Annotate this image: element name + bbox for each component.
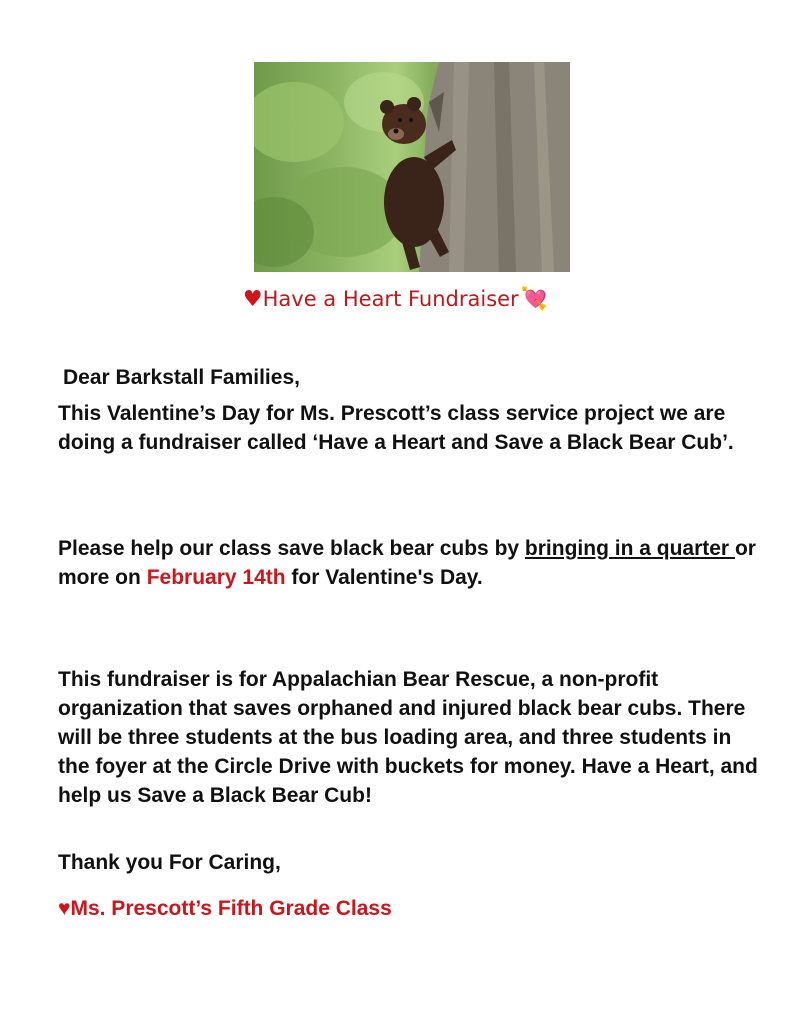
request-text-c: for Valentine's Day. [285,566,483,589]
greeting: Dear Barkstall Families, [63,366,300,389]
fundraiser-title-text: Have a Heart Fundraiser [262,287,519,311]
request-text-b: or more on [58,537,756,589]
heart-arrow-icon: 💘 [520,287,549,312]
quarter-underlined-text: bringing in a quarter [524,537,735,560]
bear-cub-photo [254,62,570,272]
date-highlight: February 14th [146,566,286,589]
closing-thanks: Thank you For Caring, [58,851,281,874]
signature-text: Ms. Prescott’s Fifth Grade Class [70,897,392,920]
signature-heart-icon: ♥ [58,897,71,920]
fundraiser-title [0,287,791,312]
bear-tree-illustration [254,62,570,272]
paragraph-request [58,534,758,592]
request-text-a: Please help our class save black bear cubs by [58,537,525,560]
signature [58,894,392,923]
paragraph-intro: This Valentine’s Day for Ms. Prescott’s class service project we are doing a fundraiser called ‘Have a Heart and Save a Black Bear Cub’. [58,402,734,454]
paragraph-details: This fundraiser is for Appalachian Bear Rescue, a non-profit organization that saves orphaned and injured black bear cubs. There will be three students at the bus loading area, and three students in the foyer at the Circle Drive with buckets for money. Have a Heart, and help us Save a Black Bear Cub! [58,668,758,807]
heart-icon: ♥ [242,287,263,312]
